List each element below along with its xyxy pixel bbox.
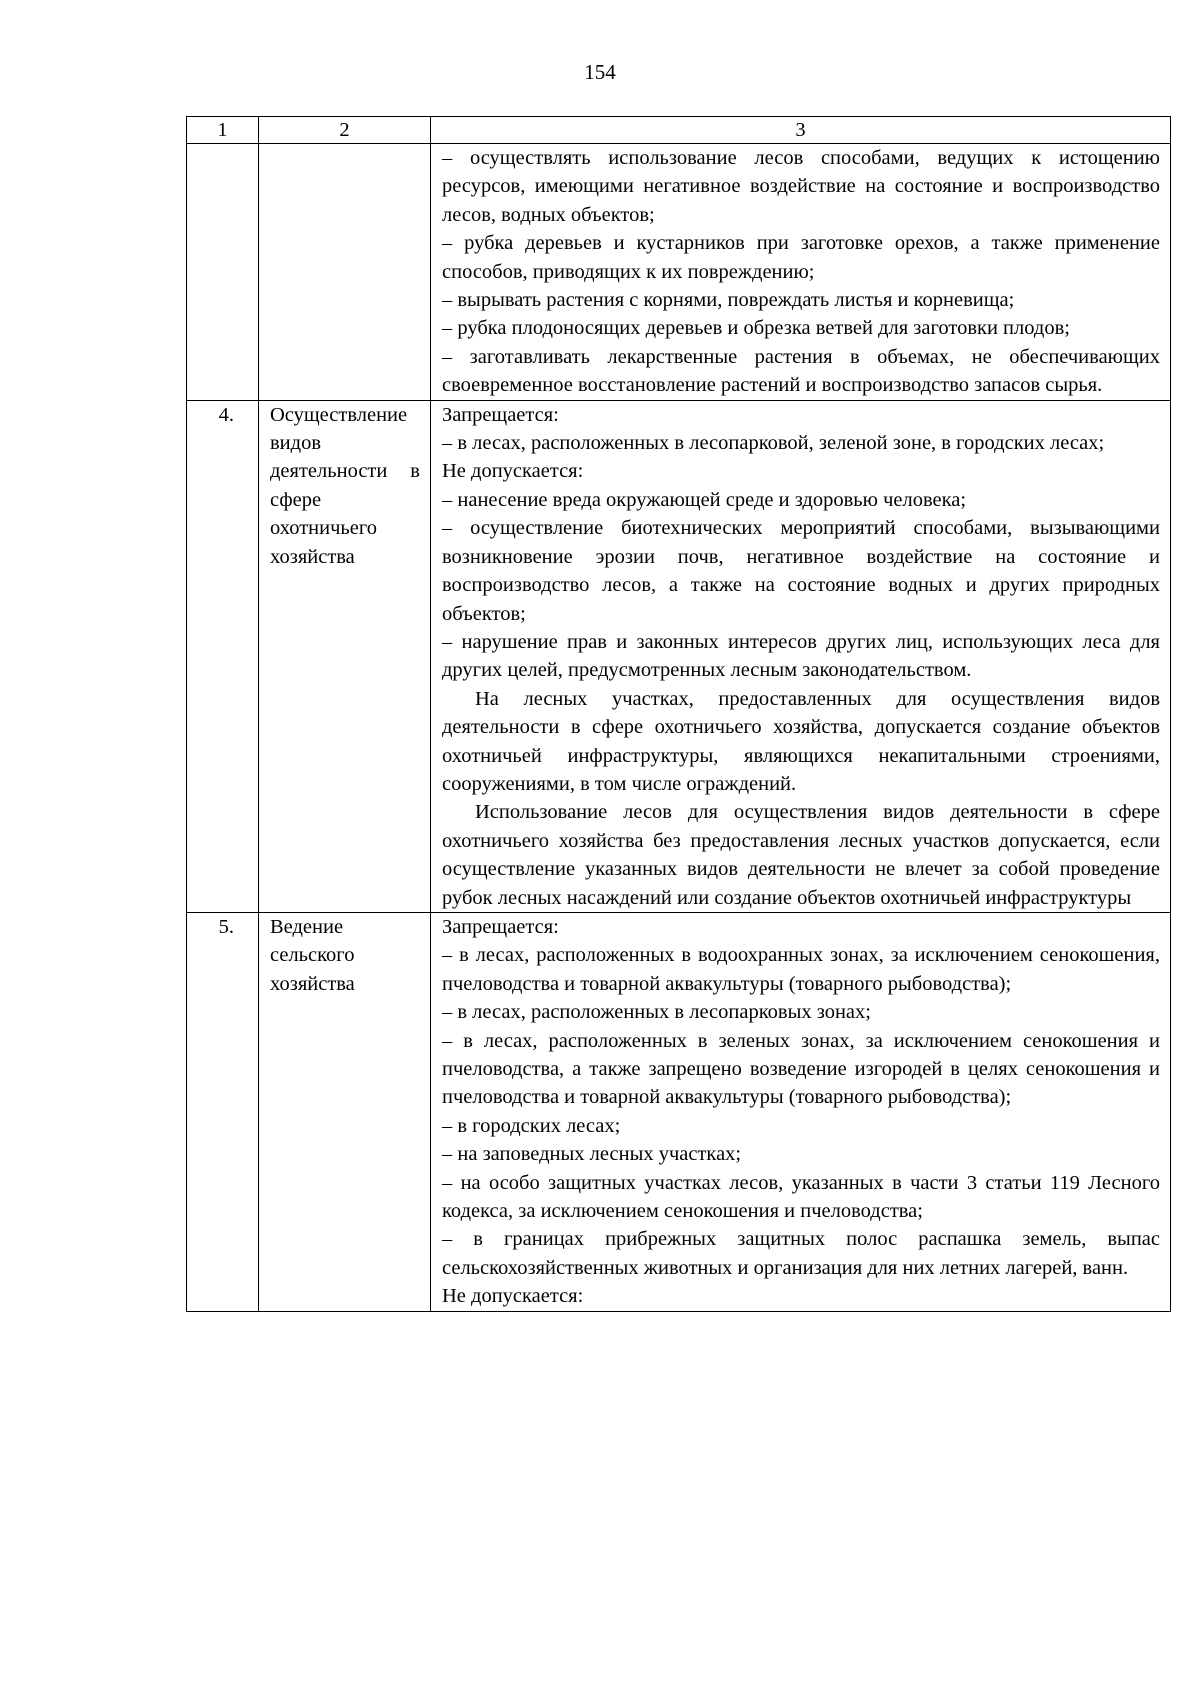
- restriction-item: – рубка плодоносящих деревьев и обрезка ветвей для заготовки плодов;: [442, 317, 1070, 340]
- row-number: 4.: [187, 400, 259, 912]
- paragraph: Использование лесов для осуществления видов деятельности в сфере охотничьего хозяйства без предоставления лесных участков допускается, если осуществление указанных видов деятельности не влечет за собой проведение рубок лесных насаждений или создание объектов охотничьей инфраструктуры: [442, 801, 1160, 909]
- section-heading: Не допускается:: [442, 1285, 584, 1308]
- table-row: [187, 912, 1171, 1311]
- restriction-item: – осуществлять использование лесов способами, ведущих к истощению ресурсов, имеющими негативное воздействие на состояние и воспроизводство лесов, водных объектов;: [442, 147, 1160, 226]
- restriction-item: – в лесах, расположенных в зеленых зонах, за исключением сенокошения и пчеловодства, а также запрещено возведение изгородей в целях сенокошения и пчеловодства и товарной аквакультуры (товарного рыбоводства);: [442, 1029, 1160, 1109]
- row-restrictions: [431, 144, 1171, 401]
- restriction-item: – нанесение вреда окружающей среде и здоровью человека;: [442, 488, 967, 511]
- row-activity-name: Осуществление видов деятельности в сфере охотничьего хозяйства: [259, 400, 431, 912]
- restriction-item: – в лесах, расположенных в водоохранных зонах, за исключением сенокошения, пчеловодства и товарной аквакультуры (товарного рыбоводства);: [442, 944, 1160, 995]
- restriction-item: – в границах прибрежных защитных полос распашка земель, выпас сельскохозяйственных животных и организация для них летних лагерей, ванн.: [442, 1228, 1160, 1279]
- restriction-item: – в городских лесах;: [442, 1114, 621, 1137]
- restriction-item: – на особо защитных участках лесов, указанных в части 3 статьи 119 Лесного кодекса, за исключением сенокошения и пчеловодства;: [442, 1171, 1160, 1223]
- row-number: 5.: [187, 912, 259, 1311]
- restriction-item: – нарушение прав и законных интересов других лиц, использующих леса для других целей, предусмотренных лесным законодательством.: [442, 630, 1160, 682]
- section-heading: Запрещается:: [442, 403, 559, 426]
- row-number: [187, 144, 259, 401]
- table-row: [187, 144, 1171, 401]
- header-cell-3: 3: [431, 117, 1171, 144]
- restriction-item: – заготавливать лекарственные растения в объемах, не обеспечивающих своевременное восстановление растений и воспроизводство запасов сырья.: [442, 345, 1160, 397]
- header-cell-1: 1: [187, 117, 259, 144]
- row-restrictions: [431, 400, 1171, 912]
- restriction-item: – на заповедных лесных участках;: [442, 1143, 742, 1166]
- table-row: [187, 400, 1171, 912]
- table-header-row: [187, 117, 1171, 144]
- header-cell-2: 2: [259, 117, 431, 144]
- row-activity-name: Ведение сельского хозяйства: [259, 912, 431, 1311]
- section-heading: Не допускается:: [442, 460, 584, 483]
- restriction-item: – вырывать растения с корнями, повреждать листья и корневища;: [442, 289, 1015, 312]
- section-heading: Запрещается:: [442, 915, 559, 938]
- page-number: 154: [584, 60, 616, 84]
- row-restrictions: [431, 912, 1171, 1311]
- paragraph: На лесных участках, предоставленных для осуществления видов деятельности в сфере охотничьего хозяйства, допускается создание объектов охотничьей инфраструктуры, являющихся некапитальными строениями, сооружениями, в том числе ограждений.: [442, 687, 1160, 795]
- restriction-item: – рубка деревьев и кустарников при заготовке орехов, а также применение способов, приводящих к их повреждению;: [442, 232, 1160, 283]
- restriction-item: – осуществление биотехнических мероприятий способами, вызывающими возникновение эрозии почв, негативное воздействие на состояние и воспроизводство лесов, а также на состояние водных и других природных объектов;: [442, 517, 1160, 625]
- restriction-item: – в лесах, расположенных в лесопарковых зонах;: [442, 1001, 871, 1024]
- restriction-item: – в лесах, расположенных в лесопарковой, зеленой зоне, в городских лесах;: [442, 432, 1105, 455]
- row-activity-name: [259, 144, 431, 401]
- regulation-table: [186, 116, 1171, 1312]
